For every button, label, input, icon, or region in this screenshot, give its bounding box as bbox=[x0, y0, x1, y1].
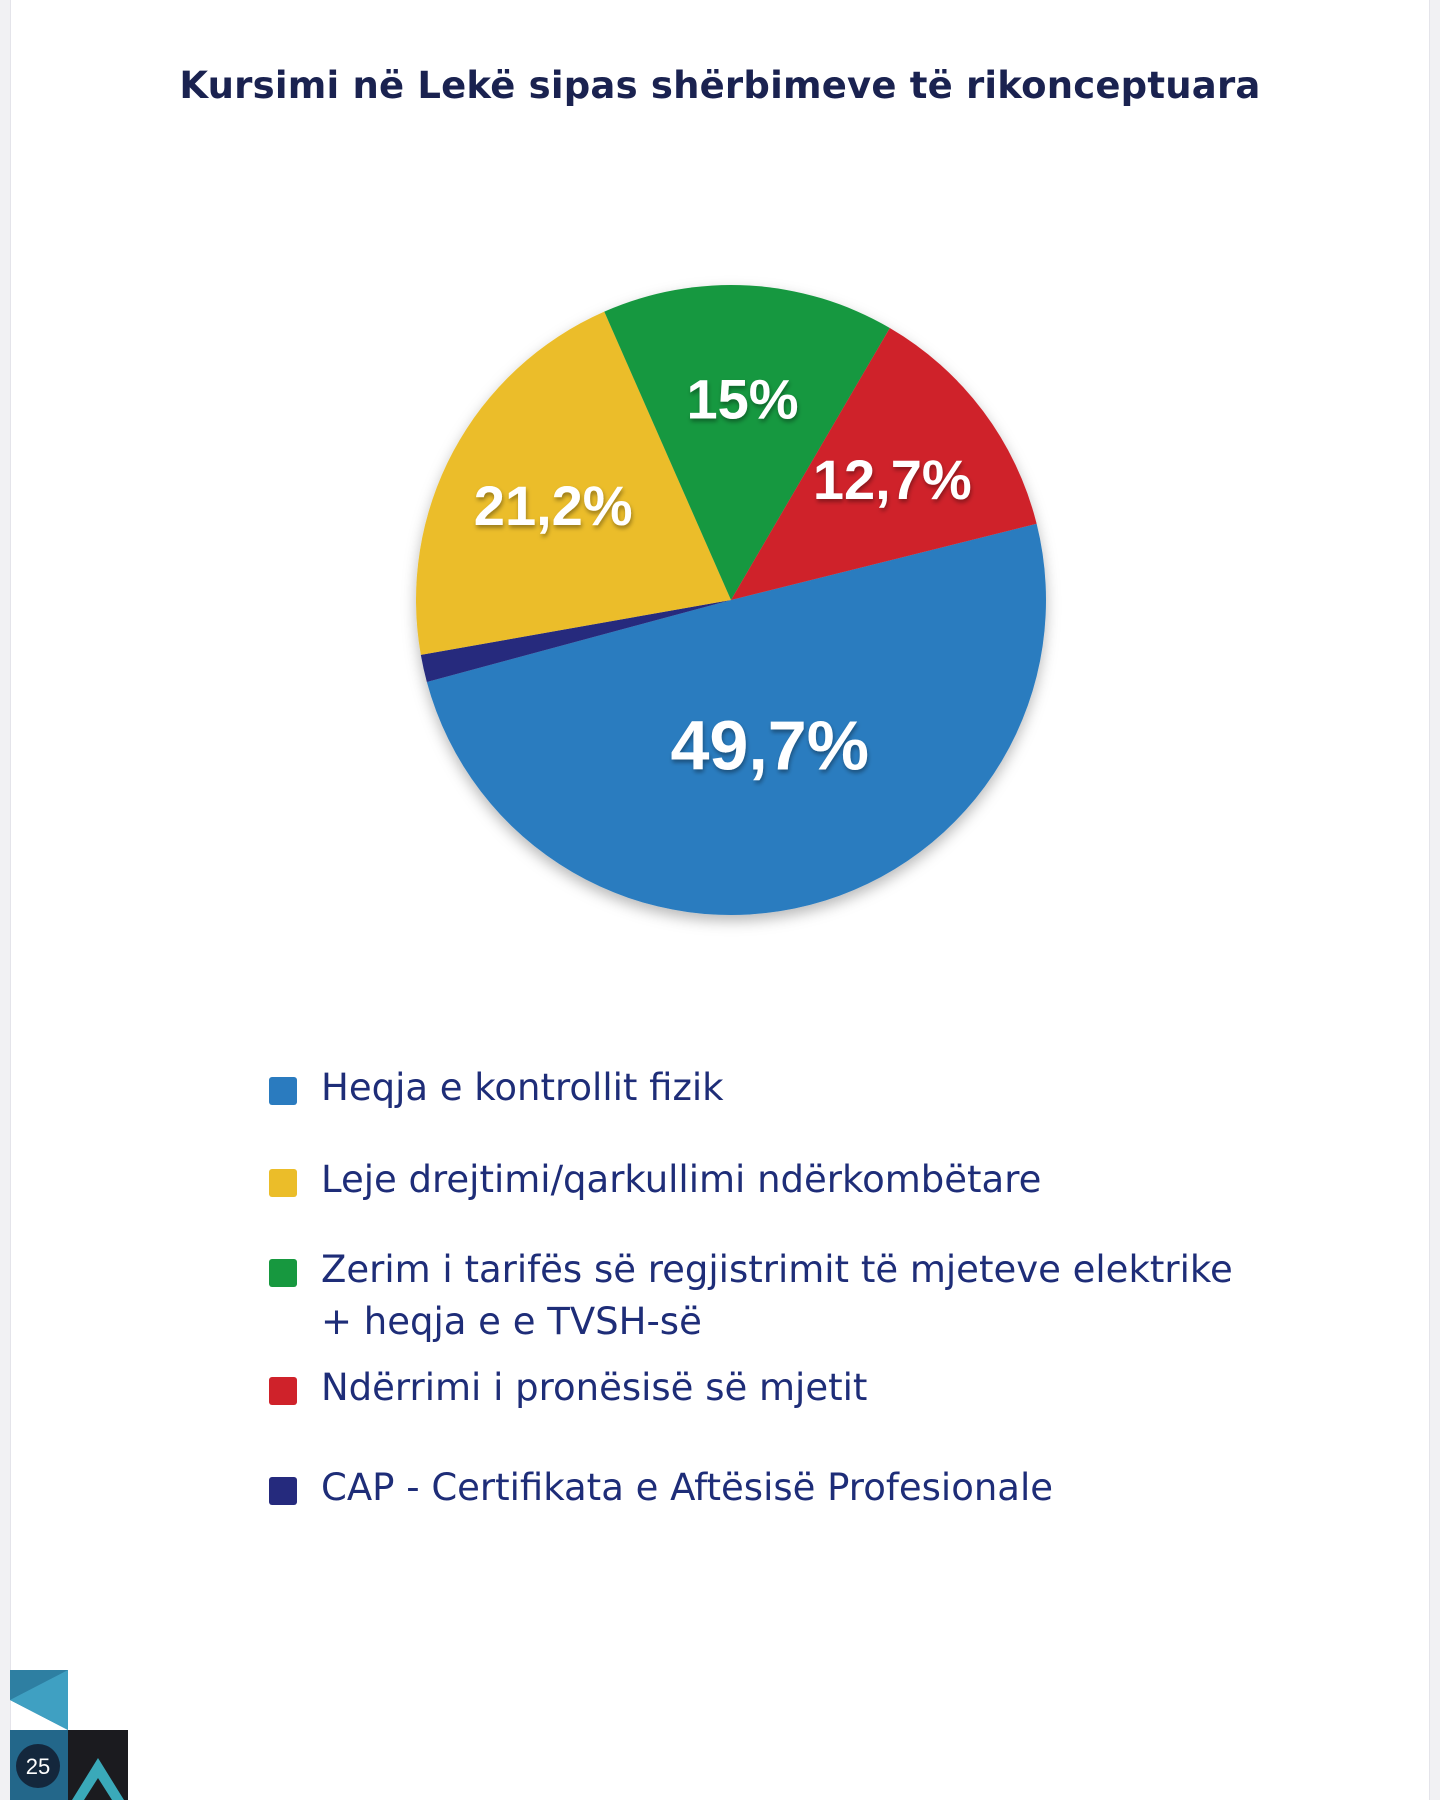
legend-label-line: CAP - Certifikata e Aftësisë Profesionale bbox=[321, 1466, 1053, 1509]
slide-page bbox=[10, 0, 1430, 1800]
legend-label-line: + heqja e e TVSH-së bbox=[321, 1300, 702, 1343]
legend-label-line: Zerim i tarifës së regjistrimit të mjeteve elektrike bbox=[321, 1248, 1233, 1291]
page-corner-logo bbox=[0, 1670, 130, 1800]
page-number: 25 bbox=[25, 1754, 51, 1779]
legend-swatch bbox=[269, 1259, 297, 1287]
legend-label-line: Leje drejtimi/qarkullimi ndërkombëtare bbox=[321, 1158, 1042, 1201]
legend-label bbox=[321, 1154, 1041, 1206]
legend-swatch bbox=[269, 1169, 297, 1197]
legend-label-line: Heqja e kontrollit fizik bbox=[321, 1066, 724, 1109]
pie-slice-label: 15% bbox=[686, 367, 799, 431]
pie-slice-label: 49,7% bbox=[670, 706, 869, 785]
legend-label bbox=[321, 1362, 867, 1414]
chart-title: Kursimi në Lekë sipas shërbimeve të rikonceptuara bbox=[179, 64, 1261, 107]
legend-swatch bbox=[269, 1377, 297, 1405]
legend-label bbox=[321, 1062, 724, 1114]
pie-slice-label: 12,7% bbox=[812, 448, 972, 512]
pie-slice-label: 21,2% bbox=[473, 473, 633, 537]
legend-swatch bbox=[269, 1477, 297, 1505]
legend-swatch bbox=[269, 1077, 297, 1105]
legend-label bbox=[321, 1244, 1233, 1348]
pie-chart bbox=[391, 260, 1071, 940]
legend-label bbox=[321, 1462, 1053, 1514]
legend-label-line: Ndërrimi i pronësisë së mjetit bbox=[321, 1366, 868, 1409]
